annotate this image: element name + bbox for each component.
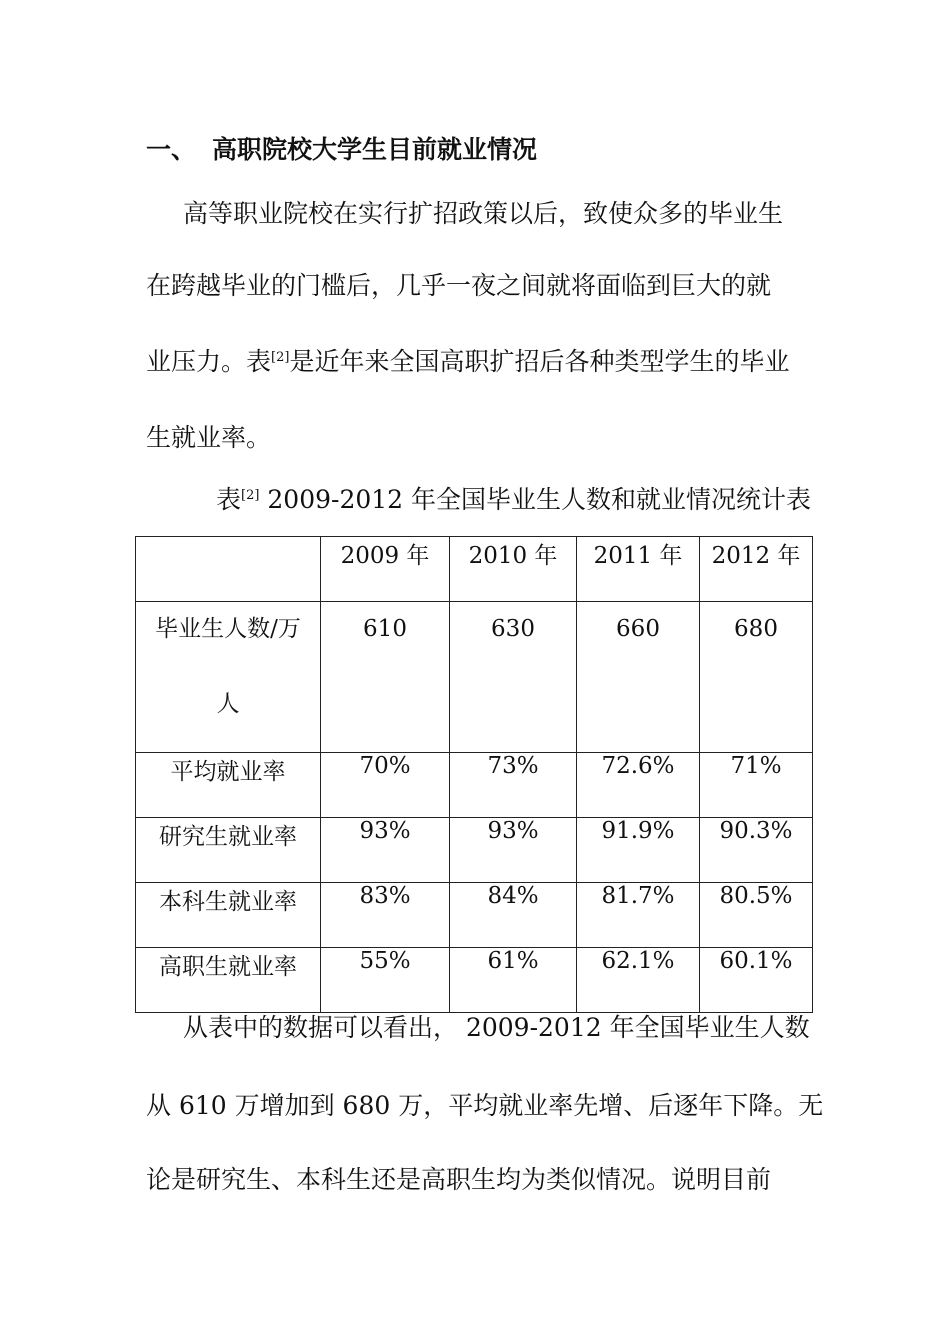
- row-label-average: 平均就业率: [136, 753, 321, 818]
- table-cell: 60.1%: [700, 948, 813, 1013]
- intro-line-3: [146, 342, 789, 382]
- header-cell-2009: 2009 年: [321, 537, 450, 602]
- table-cell: 61%: [450, 948, 577, 1013]
- table-row-graduate-students: [136, 818, 813, 883]
- citation-ref[interactable]: [2]: [271, 350, 290, 365]
- table-cell: 72.6%: [577, 753, 700, 818]
- row-label-graduates-line2: 人: [216, 691, 240, 717]
- table-cell: 660: [577, 602, 700, 753]
- table-cell: 91.9%: [577, 818, 700, 883]
- intro-line-3-pre: 业压力。表: [146, 347, 272, 376]
- table-cell: 71%: [700, 753, 813, 818]
- row-label-graduate-students: 研究生就业率: [136, 818, 321, 883]
- row-label-undergraduates: 本科生就业率: [136, 883, 321, 948]
- intro-line-2: 在跨越毕业的门槛后，几乎一夜之间就将面临到巨大的就: [146, 271, 772, 300]
- table-header-row: [136, 537, 813, 602]
- conclusion-line-1: 从表中的数据可以看出， 2009-2012 年全国毕业生人数: [183, 1013, 810, 1042]
- table-caption: [216, 480, 811, 520]
- table-cell: 93%: [321, 818, 450, 883]
- intro-line-4: 生就业率。: [146, 423, 272, 452]
- section-heading: [146, 130, 537, 170]
- header-cell-empty: [136, 537, 321, 602]
- section-number: 一、: [146, 135, 197, 164]
- statistics-table: [135, 536, 813, 1013]
- table-row-graduates: [136, 602, 813, 753]
- header-cell-2011: 2011 年: [577, 537, 700, 602]
- table-cell: 80.5%: [700, 883, 813, 948]
- table-row-average: [136, 753, 813, 818]
- table-cell: 70%: [321, 753, 450, 818]
- header-cell-2012: 2012 年: [700, 537, 813, 602]
- row-label-graduates-line1: 毕业生人数/万: [155, 616, 301, 642]
- row-label-graduates: [136, 602, 321, 753]
- table-cell: 90.3%: [700, 818, 813, 883]
- caption-prefix: 表: [216, 485, 242, 514]
- conclusion-line-2: 从 610 万增加到 680 万，平均就业率先增、后逐年下降。无: [146, 1091, 824, 1120]
- table-cell: 93%: [450, 818, 577, 883]
- table-cell: 81.7%: [577, 883, 700, 948]
- caption-citation-ref[interactable]: [2]: [241, 488, 260, 503]
- table-cell: 83%: [321, 883, 450, 948]
- section-title: 高职院校大学生目前就业情况: [212, 135, 538, 164]
- row-label-vocational: 高职生就业率: [136, 948, 321, 1013]
- intro-line-1: 高等职业院校在实行扩招政策以后，致使众多的毕业生: [183, 199, 784, 228]
- conclusion-line-3: 论是研究生、本科生还是高职生均为类似情况。说明目前: [146, 1165, 772, 1194]
- caption-text: 2009-2012 年全国毕业生人数和就业情况统计表: [259, 485, 812, 514]
- table-row-vocational: [136, 948, 813, 1013]
- intro-line-3-post: 是近年来全国高职扩招后各种类型学生的毕业: [289, 347, 790, 376]
- table-cell: 630: [450, 602, 577, 753]
- table-cell: 73%: [450, 753, 577, 818]
- table-cell: 610: [321, 602, 450, 753]
- header-cell-2010: 2010 年: [450, 537, 577, 602]
- table-cell: 84%: [450, 883, 577, 948]
- table-cell: 680: [700, 602, 813, 753]
- table-cell: 62.1%: [577, 948, 700, 1013]
- table-row-undergraduates: [136, 883, 813, 948]
- table-cell: 55%: [321, 948, 450, 1013]
